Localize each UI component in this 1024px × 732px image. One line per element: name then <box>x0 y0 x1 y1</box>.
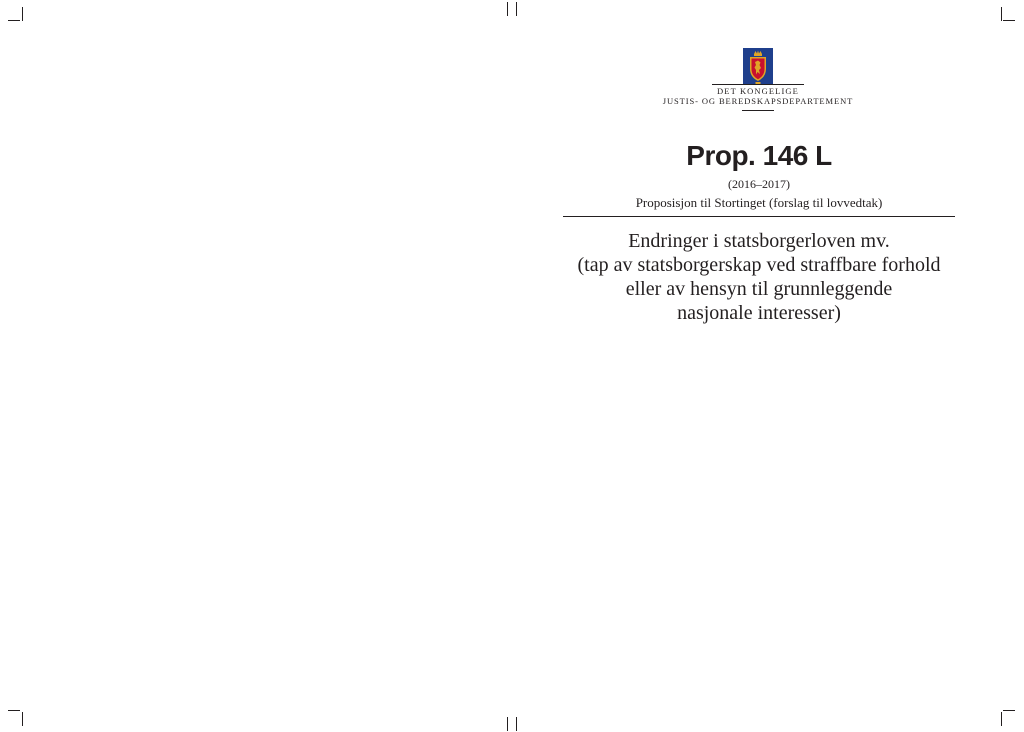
crop-mark <box>1003 20 1015 21</box>
crop-mark <box>22 712 23 726</box>
coat-of-arms-logo <box>743 48 773 84</box>
crop-mark <box>8 710 20 711</box>
crop-mark <box>516 2 517 16</box>
ministry-name-line2: JUSTIS- OG BEREDSKAPSDEPARTEMENT <box>662 96 854 106</box>
crop-mark <box>507 717 508 731</box>
subject-line: eller av hensyn til grunnleggende <box>625 278 893 300</box>
subject-heading <box>555 229 963 325</box>
subject-line: nasjonale interesser) <box>677 302 841 324</box>
crop-mark <box>8 20 20 21</box>
coat-of-arms-icon <box>743 48 773 84</box>
crop-mark <box>516 717 517 731</box>
title-divider <box>563 216 955 217</box>
crop-mark <box>22 7 23 21</box>
session-years: (2016–2017) <box>728 177 790 191</box>
proposition-title: Prop. 146 L <box>686 140 832 171</box>
crop-mark <box>507 2 508 16</box>
subject-line: Endringer i statsborgerloven mv. <box>628 230 890 252</box>
proposition-type: Proposisjon til Stortinget (forslag til lovvedtak) <box>635 195 883 210</box>
crown-band <box>754 54 762 56</box>
crop-mark <box>1003 710 1015 711</box>
crop-mark <box>1001 712 1002 726</box>
subject-line: (tap av statsborgerskap ved straffbare forhold <box>577 254 941 276</box>
crop-mark <box>1001 7 1002 21</box>
logo-rule <box>712 84 804 85</box>
ministry-name-line1: DET KONGELIGE <box>717 86 799 96</box>
logo-rule <box>742 110 774 111</box>
